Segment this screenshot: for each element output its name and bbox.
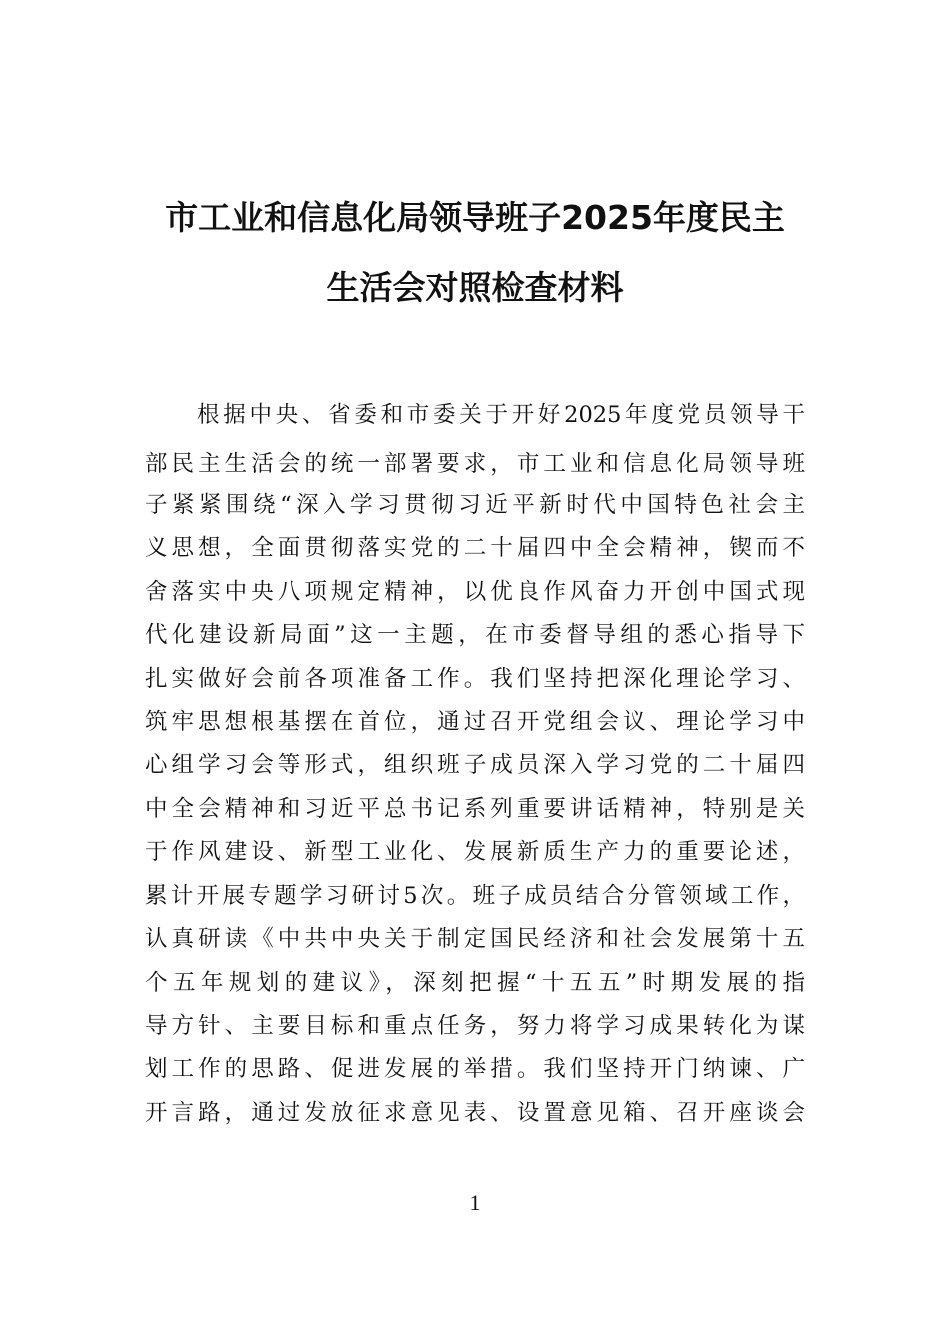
body-line: 扎实做好会前各项准备工作。我们坚持把深化理论学习、 — [145, 666, 805, 692]
body-line: 开言路，通过发放征求意见表、设置意见箱、召开座谈会 — [145, 1100, 805, 1126]
body-line: 筑牢思想根基摆在首位，通过召开党组会议、理论学习中 — [145, 709, 805, 735]
page-number: 1 — [469, 1190, 481, 1215]
body-line: 导方针、主要目标和重点任务，努力将学习成果转化为谋 — [145, 1013, 805, 1039]
body-line: 个五年规划的建议》，深刻把握“十五五”时期发展的指 — [145, 970, 805, 996]
body-line: 心组学习会等形式，组织班子成员深入学习党的二十届四 — [145, 752, 805, 778]
body-line: 累计开展专题学习研讨5次。班子成员结合分管领域工作， — [145, 883, 805, 909]
body-line: 部民主生活会的统一部署要求，市工业和信息化局领导班 — [145, 451, 805, 477]
body-line: 义思想，全面贯彻落实党的二十届四中全会精神，锲而不 — [145, 535, 805, 561]
body-line: 子紧紧围绕“深入学习贯彻习近平新时代中国特色社会主 — [145, 492, 805, 518]
body-line: 舍落实中央八项规定精神，以优良作风奋力开创中国式现 — [145, 579, 805, 605]
body-line: 根据中央、省委和市委关于开好2025年度党员领导干 — [197, 402, 805, 428]
body-line: 划工作的思路、促进发展的举措。我们坚持开门纳谏、广 — [145, 1056, 805, 1082]
document-title-line-2: 生活会对照检查材料 — [326, 268, 624, 307]
document-title-line-1: 市工业和信息化局领导班子2025年度民主 — [165, 198, 785, 237]
body-line: 代化建设新局面”这一主题，在市委督导组的悉心指导下 — [145, 622, 805, 648]
body-line: 中全会精神和习近平总书记系列重要讲话精神，特别是关 — [145, 796, 805, 822]
body-line: 认真研读《中共中央关于制定国民经济和社会发展第十五 — [145, 926, 805, 952]
body-line: 于作风建设、新型工业化、发展新质生产力的重要论述， — [145, 839, 805, 865]
